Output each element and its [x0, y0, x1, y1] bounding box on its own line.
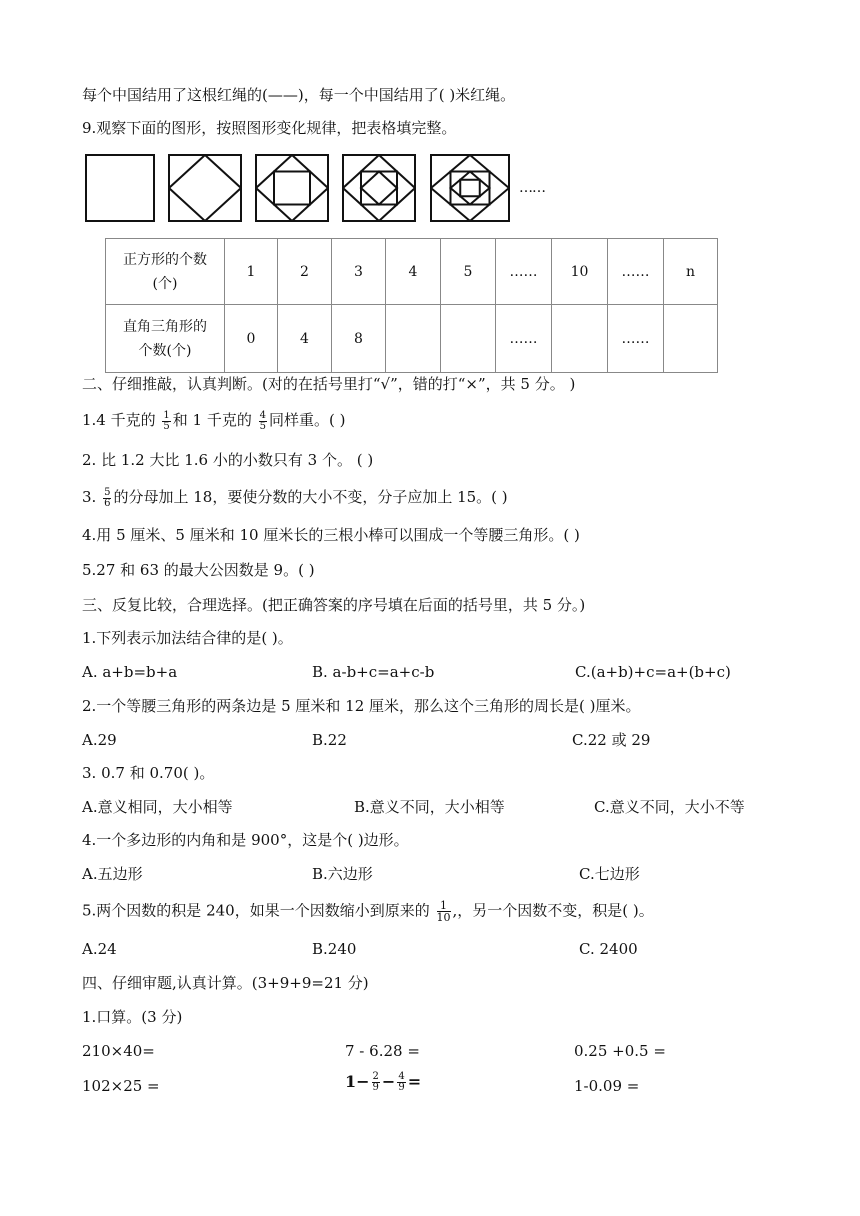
table-cell: ……: [496, 305, 552, 373]
table-row-squares: [106, 239, 718, 305]
table-cell: ……: [608, 305, 664, 373]
table-cell: [386, 305, 441, 373]
table-cell: 4: [386, 239, 441, 305]
s3-q3-option-a: A.意义相同，大小相等: [82, 798, 233, 816]
table-cell: 5: [441, 239, 496, 305]
s3-q5-option-a: A.24: [82, 940, 117, 958]
section-4-title: 四、仔细审题,认真计算。(3+9+9=21 分): [82, 974, 369, 992]
table-cell: 4: [278, 305, 332, 373]
s3-q4-option-a: A.五边形: [82, 865, 143, 883]
calc-4: 102×25 =: [82, 1077, 160, 1095]
s3-q4-option-c: C.七边形: [579, 865, 640, 883]
table-cell: ……: [496, 239, 552, 305]
table-cell: [664, 305, 718, 373]
pattern-table: [105, 238, 718, 373]
calc-2: 7 - 6.28 =: [345, 1042, 420, 1060]
s2-question-4: 4.用 5 厘米、5 厘米和 10 厘米长的三根小棒可以围成一个等腰三角形。( ): [82, 526, 580, 544]
figure-1: [85, 154, 155, 222]
table-cell: 0: [225, 305, 278, 373]
s3-q1-option-b: B. a-b+c=a+c-b: [312, 663, 435, 681]
table-cell: ……: [608, 239, 664, 305]
figure-4: [342, 154, 416, 222]
calc-5: 1− $\frac{2}{9}$ − $\frac{4}{9}$ =: [345, 1071, 422, 1093]
table-cell: 1: [225, 239, 278, 305]
figure-2: [168, 154, 242, 222]
s2-question-2: 2. 比 1.2 大比 1.6 小的小数只有 3 个。 ( ): [82, 451, 374, 469]
table-cell: 2: [278, 239, 332, 305]
calc-3: 0.25 +0.5 =: [574, 1042, 666, 1060]
s3-question-4: 4.一个多边形的内角和是 900°，这是个( )边形。: [82, 831, 409, 849]
s3-q3-option-b: B.意义不同，大小相等: [354, 798, 505, 816]
s3-q1-option-a: A. a+b=b+a: [82, 663, 178, 681]
s3-question-1: 1.下列表示加法结合律的是( )。: [82, 629, 293, 647]
table-cell: 10: [552, 239, 608, 305]
section-2-title: 二、仔细推敲，认真判断。(对的在括号里打“√”，错的打“×”，共 5 分。 ): [82, 375, 576, 393]
s3-q3-option-c: C.意义不同，大小不等: [594, 798, 745, 816]
s4-subtitle-1: 1.口算。(3 分): [82, 1008, 183, 1026]
calc-6: 1-0.09 =: [574, 1077, 640, 1095]
s3-q2-option-b: B.22: [312, 731, 347, 749]
figures-ellipsis: ……: [519, 180, 545, 196]
table-cell: [552, 305, 608, 373]
s3-q2-option-a: A.29: [82, 731, 117, 749]
figure-5: [430, 154, 510, 222]
row-header-squares: 正方形的个数 (个): [106, 239, 225, 305]
s2-question-1: 1.4 千克的 $\frac{1}{5}$ 和 1 千克的 $\frac{4}{5}$ 同样重。( ): [82, 409, 346, 432]
intro-line: 每个中国结用了这根红绳的(——)，每一个中国结用了( )米红绳。: [82, 86, 516, 104]
table-row-triangles: [106, 305, 718, 373]
table-cell: 8: [332, 305, 386, 373]
table-cell: 3: [332, 239, 386, 305]
s3-q4-option-b: B.六边形: [312, 865, 373, 883]
s3-question-5: 5.两个因数的积是 240，如果一个因数缩小到原来的 $\frac{1}{10}$ ,，另一个因数不变，积是( )。: [82, 899, 654, 924]
section-3-title: 三、反复比较，合理选择。(把正确答案的序号填在后面的括号里，共 5 分。): [82, 596, 586, 614]
figure-3: [255, 154, 329, 222]
s3-q1-option-c: C.(a+b)+c=a+(b+c): [575, 663, 731, 681]
s3-q5-option-c: C. 2400: [579, 940, 638, 958]
table-cell: n: [664, 239, 718, 305]
table-cell: [441, 305, 496, 373]
question-9: 9.观察下面的图形，按照图形变化规律，把表格填完整。: [82, 119, 457, 137]
s3-question-2: 2.一个等腰三角形的两条边是 5 厘米和 12 厘米，那么这个三角形的周长是( )厘米。: [82, 697, 641, 715]
s3-q2-option-c: C.22 或 29: [572, 731, 651, 749]
row-header-triangles: 直角三角形的 个数(个): [106, 305, 225, 373]
s3-q5-option-b: B.240: [312, 940, 357, 958]
s2-question-5: 5.27 和 63 的最大公因数是 9。( ): [82, 561, 315, 579]
s3-question-3: 3. 0.7 和 0.70( )。: [82, 764, 215, 782]
s2-question-3: 3. $\frac{5}{6}$ 的分母加上 18，要使分数的大小不变，分子应加上 15。( ): [82, 486, 508, 509]
calc-1: 210×40=: [82, 1042, 155, 1060]
